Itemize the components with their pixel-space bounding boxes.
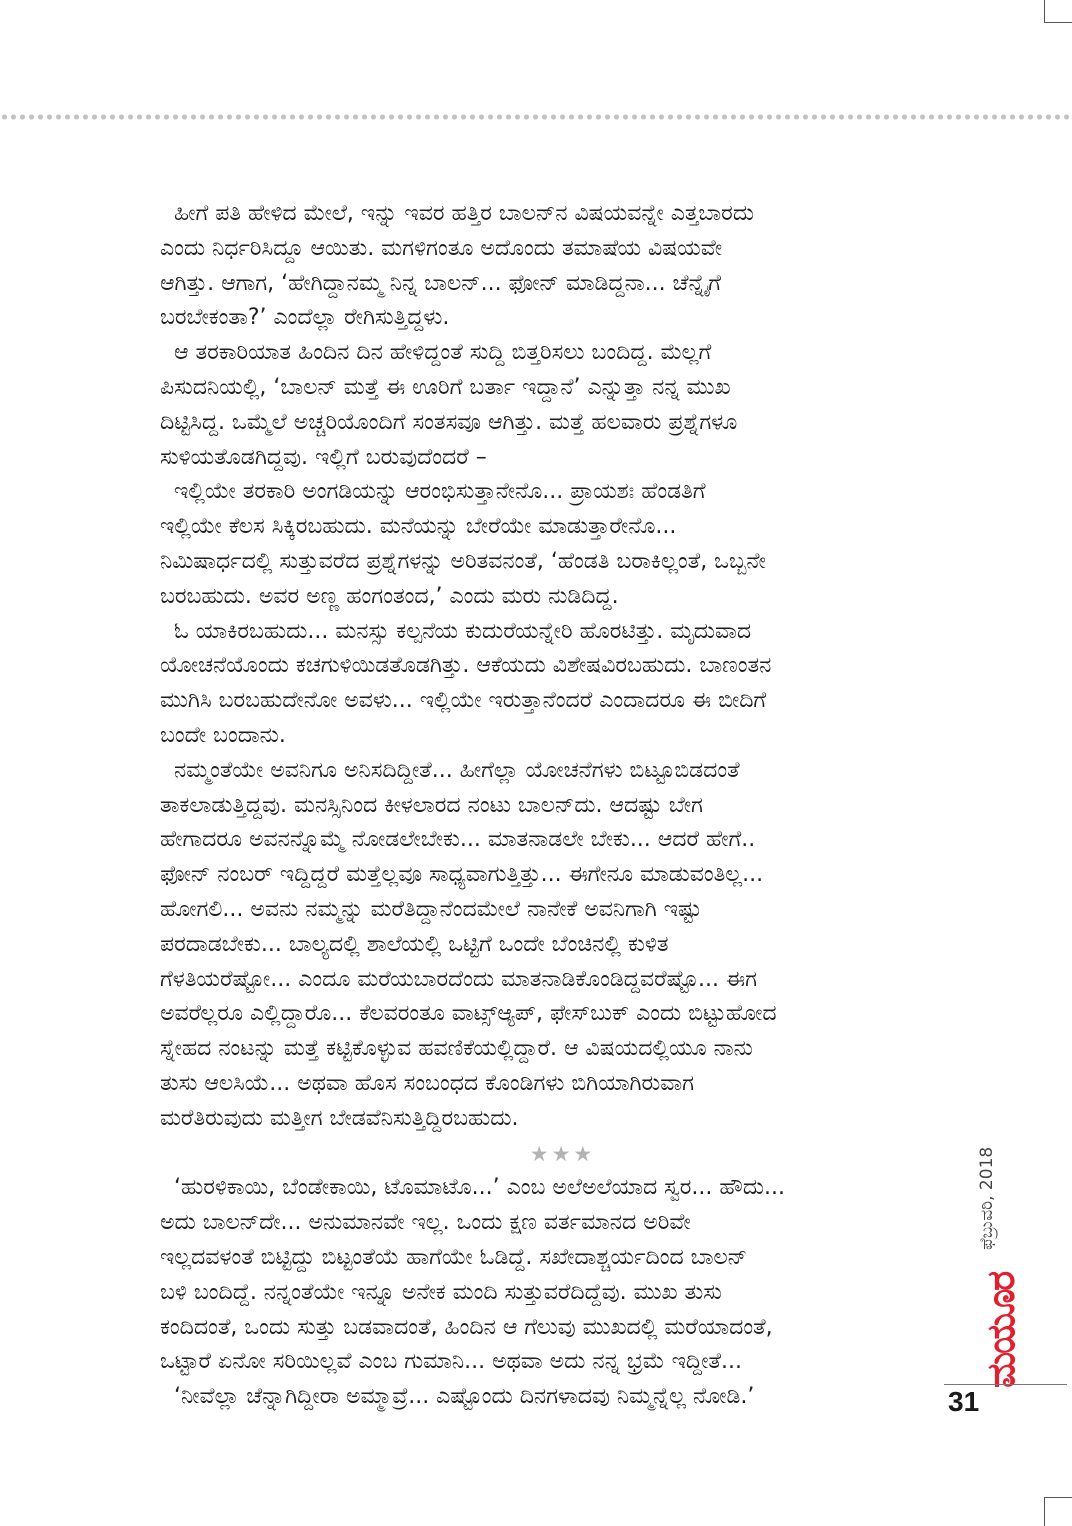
text-line: ನಮ್ಮಂತೆಯೇ ಅವನಿಗೂ ಅನಿಸದಿದ್ದೀತೆ... ಹೀಗೆಲ್ಲಾ ಯೋಚನೆಗಳು ಬಿಟ್ಟೂಬಿಡದಂತೆ [174, 757, 740, 783]
text-line: ಪರದಾಡಬೇಕು... ಬಾಲ್ಯದಲ್ಲಿ ಶಾಲೆಯಲ್ಲಿ ಒಟ್ಟಿಗೆ ಒಂದೇ ಬೆಂಚಿನಲ್ಲಿ ಕುಳಿತ [160, 931, 669, 957]
folio-rule [944, 1384, 1067, 1385]
text-line: ಹೀಗೆ ಪತಿ ಹೇಳಿದ ಮೇಲೆ, ಇನ್ನು ಇವರ ಹತ್ತಿರ ಬಾಲನ್‌ನ ವಿಷಯವನ್ನೇ ಎತ್ತಬಾರದು [174, 201, 755, 226]
text-line: ಅವರೆಲ್ಲರೂ ಎಲ್ಲಿದ್ದಾರೊ... ಕೆಲವರಂತೂ ವಾಟ್ಸ್‌ಆ್ಯಪ್, ಫೇಸ್‌ಬುಕ್ ಎಂದು ಬಿಟ್ಟುಹೋದ [160, 1001, 777, 1027]
magazine-logo: ಮಯೂರ [979, 1272, 1023, 1388]
text-line: ತಾಕಲಾಡುತ್ತಿದ್ದವು. ಮನಸ್ಸಿನಿಂದ ಕೀಳಲಾರದ ನಂಟು ಬಾಲನ್‌ದು. ಆದಷ್ಟು ಬೇಗ [160, 792, 703, 818]
text-line: ಎಂದು ನಿರ್ಧರಿಸಿದ್ದೂ ಆಯಿತು. ಮಗಳಿಗಂತೂ ಅದೊಂದು ತಮಾಷೆಯ ವಿಷಯವೇ [160, 235, 723, 261]
text-line: ಓ ಯಾಕಿರಬಹುದು... ಮನಸ್ಸು ಕಲ್ಪನೆಯ ಕುದುರೆಯನ್ನೇರಿ ಹೊರಟಿತ್ತು. ಮೃದುವಾದ [174, 618, 752, 644]
text-line: ಇಲ್ಲದವಳಂತೆ ಬಿಟ್ಟಿದ್ದು ಬಿಟ್ಟಂತೆಯೆ ಹಾಗೆಯೇ ಓಡಿದ್ದೆ. ಸಖೇದಾಶ್ಚರ್ಯದಿಂದ ಬಾಲನ್ [160, 1244, 748, 1270]
text-line: ಅದು ಬಾಲನ್‌ದೇ... ಅನುಮಾನವೇ ಇಲ್ಲ. ಒಂದು ಕ್ಷಣ ವರ್ತಮಾನದ ಅರಿವೇ [160, 1210, 691, 1236]
text-line: ಬರಬೇಕಂತಾ?’ ಎಂದೆಲ್ಲಾ ರೇಗಿಸುತ್ತಿದ್ದಳು. [160, 305, 450, 331]
text-line: ದಿಟ್ಟಿಸಿದ್ದ. ಒಮ್ಮೆಲೆ ಅಚ್ಚರಿಯೊಂದಿಗೆ ಸಂತಸವೂ ಆಗಿತ್ತು. ಮತ್ತೆ ಹಲವಾರು ಪ್ರಶ್ನೆಗಳೂ [160, 409, 738, 435]
text-line: ಆ ತರಕಾರಿಯಾತ ಹಿಂದಿನ ದಿನ ಹೇಳಿದ್ದಂತೆ ಸುದ್ದಿ ಬಿತ್ತರಿಸಲು ಬಂದಿದ್ದ. ಮೆಲ್ಲಗೆ [174, 340, 712, 366]
text-line: ಇಲ್ಲಿಯೇ ಕೆಲಸ ಸಿಕ್ಕಿರಬಹುದು. ಮನೆಯನ್ನು ಬೇರೆಯೇ ಮಾಡುತ್ತಾರೇನೊ... [160, 514, 677, 540]
text-line: ಫೋನ್ ನಂಬರ್ ಇದ್ದಿದ್ದರೆ ಮತ್ತೆಲ್ಲವೂ ಸಾಧ್ಯವಾಗುತ್ತಿತ್ತು... ಈಗೇನೂ ಮಾಡುವಂತಿಲ್ಲ... [160, 862, 764, 888]
text-line: ತುಸು ಆಲಸಿಯೆ... ಅಥವಾ ಹೊಸ ಸಂಬಂಧದ ಕೊಂಡಿಗಳು ಬಿಗಿಯಾಗಿರುವಾಗ [160, 1070, 694, 1096]
text-line: ‘ಹುರಳಿಕಾಯಿ, ಬೆಂಡೇಕಾಯಿ, ಟೊಮಾಟೊ...’ ಎಂಬ ಅಲೆಅಲೆಯಾದ ಸ್ವರ... ಹೌದು... [174, 1175, 786, 1201]
text-line: ಮುಗಿಸಿ ಬರಬಹುದೇನೋ ಅವಳು... ಇಲ್ಲಿಯೇ ಇರುತ್ತಾನೆಂದರೆ ಎಂದಾದರೂ ಈ ಬೀದಿಗೆ [160, 688, 767, 714]
text-line: ನಿಮಿಷಾರ್ಧದಲ್ಲಿ ಸುತ್ತುವರೆದ ಪ್ರಶ್ನೆಗಳನ್ನು ಅರಿತವನಂತೆ, ‘ಹೆಂಡತಿ ಬರಾಕಿಲ್ಲಂತೆ, ಒಬ್ಬನೇ [160, 548, 766, 574]
text-line: ಸ್ನೇಹದ ನಂಟನ್ನು ಮತ್ತೆ ಕಟ್ಟಿಕೊಳ್ಳುವ ಹವಣಿಕೆಯಲ್ಲಿದ್ದಾರೆ. ಆ ವಿಷಯದಲ್ಲಿಯೂ ನಾನು [160, 1036, 753, 1062]
text-line: ಇಲ್ಲಿಯೇ ತರಕಾರಿ ಅಂಗಡಿಯನ್ನು ಆರಂಭಿಸುತ್ತಾನೇನೊ... ಪ್ರಾಯಶಃ ಹೆಂಡತಿಗೆ [174, 479, 706, 505]
margin-column [955, 1080, 1023, 1388]
text-line: ಮರೆತಿರುವುದು ಮತ್ತೀಗ ಬೇಡವೆನಿಸುತ್ತಿದ್ದಿರಬಹುದು. [160, 1105, 519, 1131]
text-line: ಪಿಸುದನಿಯಲ್ಲಿ, ‘ಬಾಲನ್ ಮತ್ತೆ ಈ ಊರಿಗೆ ಬರ್ತಾ ಇದ್ದಾನೆ’ ಎನ್ನುತ್ತಾ ನನ್ನ ಮುಖ [160, 374, 731, 400]
text-line: ಹೋಗಲಿ... ಅವನು ನಮ್ಮನ್ನು ಮರೆತಿದ್ದಾನೆಂದಮೇಲೆ ನಾನೇಕೆ ಅವನಿಗಾಗಿ ಇಷ್ಟು [160, 896, 702, 922]
page-number: 31 [948, 1386, 980, 1417]
text-line: ಒಟ್ಟಾರೆ ಏನೋ ಸರಿಯಿಲ್ಲವೆ ಎಂಬ ಗುಮಾನಿ... ಅಥವಾ ಅದು ನನ್ನ ಭ್ರಮೆ ಇದ್ದೀತೆ... [160, 1349, 742, 1375]
text-line: ಆಗಿತ್ತು. ಆಗಾಗ, ‘ಹೇಗಿದ್ದಾನಮ್ಮ ನಿನ್ನ ಬಾಲನ್... ಫೋನ್ ಮಾಡಿದ್ದನಾ... ಚೆನ್ನೈಗೆ [160, 270, 722, 296]
issue-date: ಫೆಬ್ರುವರಿ, 2018 [977, 1146, 997, 1250]
text-line: ಸುಳಿಯತೊಡಗಿದ್ದವು. ಇಲ್ಲಿಗೆ ಬರುವುದೆಂದರೆ – [160, 444, 487, 470]
text-line: ಬರಬಹುದು. ಅವರ ಅಣ್ಣ ಹಂಗಂತಂದ,’ ಎಂದು ಮರು ನುಡಿದಿದ್ದ. [160, 583, 619, 609]
crop-mark-top [1044, 0, 1072, 23]
crop-mark-bottom [1044, 1497, 1072, 1526]
text-line: ಬಳಿ ಬಂದಿದ್ದೆ. ನನ್ನಂತೆಯೇ ಇನ್ನೂ ಅನೇಕ ಮಂದಿ ಸುತ್ತುವರೆದಿದ್ದೆವು. ಮುಖ ತುಸು [160, 1279, 722, 1305]
dotted-divider [0, 113, 1072, 121]
text-line: ಯೋಚನೆಯೊಂದು ಕಚಗುಳಿಯಿಡತೊಡಗಿತ್ತು. ಆಕೆಯದು ವಿಶೇಷವಿರಬಹುದು. ಬಾಣಂತನ [160, 653, 772, 679]
text-line: ಕಂದಿದಂತೆ, ಒಂದು ಸುತ್ತು ಬಡವಾದಂತೆ, ಹಿಂದಿನ ಆ ಗೆಲುವು ಮುಖದಲ್ಲಿ ಮರೆಯಾದಂತೆ, [160, 1314, 773, 1340]
section-separator: ★★★ [529, 1141, 596, 1166]
text-line: ಗೆಳತಿಯರೆಷ್ಟೋ... ಎಂದೂ ಮರೆಯಬಾರದೆಂದು ಮಾತನಾಡಿಕೊಂಡಿದ್ದವರೆಷ್ಟೊ... ಈಗ [160, 966, 758, 992]
text-line: ಹೇಗಾದರೂ ಅವನನ್ನೊಮ್ಮೆ ನೋಡಲೇಬೇಕು... ಮಾತನಾಡಲೇ ಬೇಕು... ಆದರೆ ಹೇಗೆ.. [160, 827, 756, 853]
article-body [160, 197, 905, 1415]
text-line: ಬಂದೇ ಬಂದಾನು. [160, 722, 286, 748]
text-line: ‘ನೀವೆಲ್ಲಾ ಚೆನ್ನಾಗಿದ್ದೀರಾ ಅಮ್ಮಾವ್ರೆ... ಎಷ್ಟೊಂದು ದಿನಗಳಾದವು ನಿಮ್ಮನ್ನೆಲ್ಲ ನೋಡಿ.’ [174, 1384, 755, 1410]
